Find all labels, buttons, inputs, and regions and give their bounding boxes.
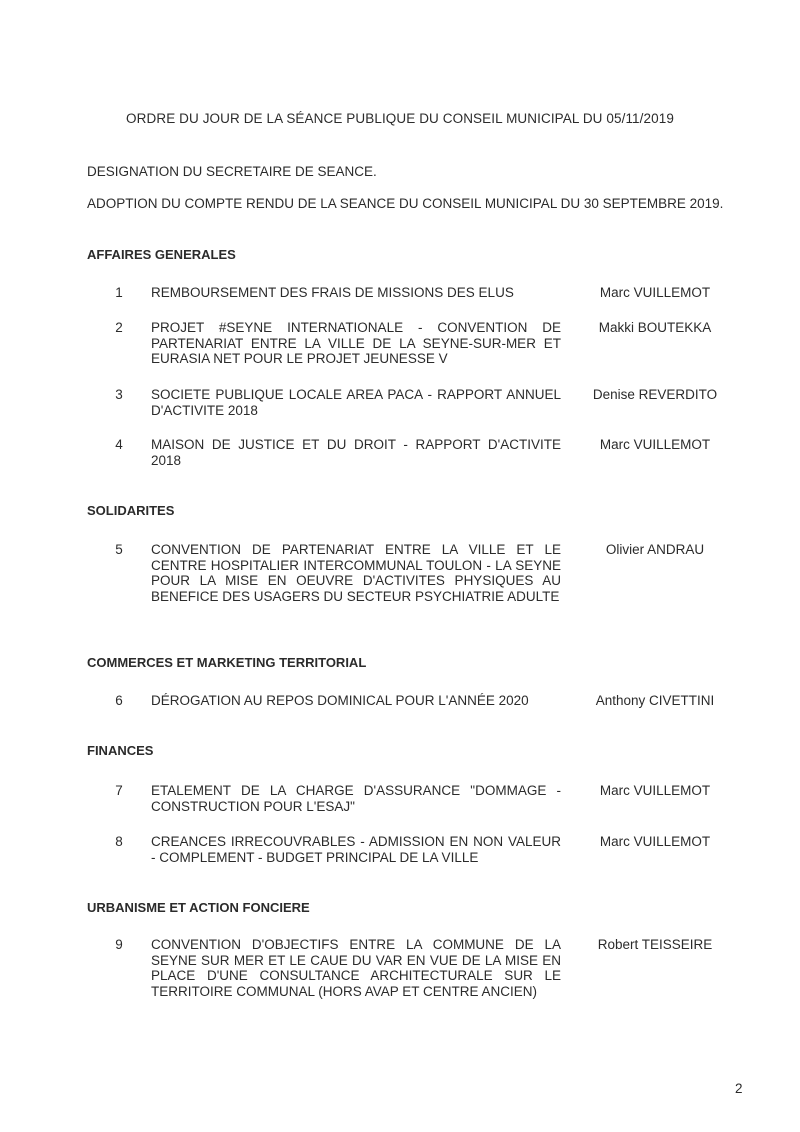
item-text: REMBOURSEMENT DES FRAIS DE MISSIONS DES ELUS <box>151 285 514 300</box>
item-number: 2 <box>115 320 123 335</box>
item-text: CONVENTION D'OBJECTIFS ENTRE LA COMMUNE DE LA SEYNE SUR MER ET LE CAUE DU VAR EN VUE DE LA MISE EN PLACE D'UNE CONSULTANCE ARCHITECTURALE SUR LE TERRITOIRE COMMUNAL (HORS AVAP ET CENTRE ANCIEN) <box>151 937 561 999</box>
section-heading-finances: FINANCES <box>87 743 154 758</box>
section-heading-urbanisme: URBANISME ET ACTION FONCIERE <box>87 900 310 915</box>
item-text: PROJET #SEYNE INTERNATIONALE - CONVENTION DE PARTENARIAT ENTRE LA VILLE DE LA SEYNE-SUR-MER ET EURASIA NET POUR LE PROJET JEUNESSE V <box>151 320 561 366</box>
item-number: 5 <box>115 542 123 557</box>
item-rapporteur: Denise REVERDITO <box>592 387 718 402</box>
item-text: ETALEMENT DE LA CHARGE D'ASSURANCE "DOMMAGE - CONSTRUCTION POUR L'ESAJ" <box>151 783 561 814</box>
item-text: CONVENTION DE PARTENARIAT ENTRE LA VILLE ET LE CENTRE HOSPITALIER INTERCOMMUNAL TOULON - LA SEYNE POUR LA MISE EN OEUVRE D'ACTIVITES PHYSIQUES AU BENEFICE DES USAGERS DU SECTEUR PSYCHIATRIE ADULTE <box>151 542 561 604</box>
intro-secretary: DESIGNATION DU SECRETAIRE DE SEANCE. <box>87 164 377 179</box>
item-number: 7 <box>115 783 123 798</box>
item-text: CREANCES IRRECOUVRABLES - ADMISSION EN NON VALEUR - COMPLEMENT - BUDGET PRINCIPAL DE LA VILLE <box>151 834 561 865</box>
item-rapporteur: Marc VUILLEMOT <box>599 783 711 798</box>
item-rapporteur: Marc VUILLEMOT <box>599 437 711 452</box>
item-number: 1 <box>115 285 123 300</box>
item-text: MAISON DE JUSTICE ET DU DROIT - RAPPORT D'ACTIVITE 2018 <box>151 437 561 468</box>
item-number: 6 <box>115 693 123 708</box>
item-text: DÉROGATION AU REPOS DOMINICAL POUR L'ANNÉE 2020 <box>151 693 529 708</box>
item-rapporteur: Olivier ANDRAU <box>605 542 705 557</box>
item-number: 3 <box>115 387 123 402</box>
item-number: 9 <box>115 937 123 952</box>
intro-adoption: ADOPTION DU COMPTE RENDU DE LA SEANCE DU CONSEIL MUNICIPAL DU 30 SEPTEMBRE 2019. <box>87 196 724 211</box>
item-number: 4 <box>115 437 123 452</box>
section-heading-solidarites: SOLIDARITES <box>87 503 175 518</box>
item-rapporteur: Robert TEISSEIRE <box>597 937 713 952</box>
item-rapporteur: Anthony CIVETTINI <box>595 693 715 708</box>
item-number: 8 <box>115 834 123 849</box>
page-number: 2 <box>735 1081 743 1096</box>
item-rapporteur: Makki BOUTEKKA <box>598 320 712 335</box>
page-title: ORDRE DU JOUR DE LA SÉANCE PUBLIQUE DU CONSEIL MUNICIPAL DU 05/11/2019 <box>126 111 674 126</box>
item-rapporteur: Marc VUILLEMOT <box>599 285 711 300</box>
section-heading-commerces: COMMERCES ET MARKETING TERRITORIAL <box>87 655 367 670</box>
item-text: SOCIETE PUBLIQUE LOCALE AREA PACA - RAPPORT ANNUEL D'ACTIVITE 2018 <box>151 387 561 418</box>
section-heading-affaires-generales: AFFAIRES GENERALES <box>87 247 236 262</box>
item-rapporteur: Marc VUILLEMOT <box>599 834 711 849</box>
